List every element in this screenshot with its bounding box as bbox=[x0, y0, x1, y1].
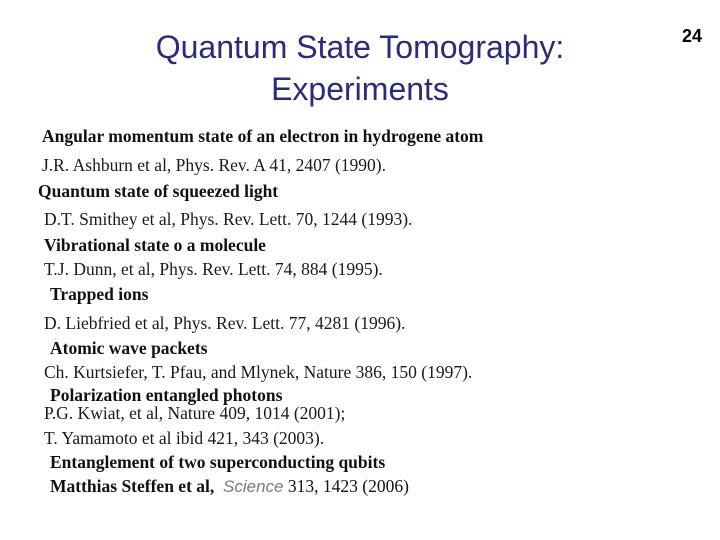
topic-superconducting-qubits: Entanglement of two superconducting qubits bbox=[50, 452, 386, 472]
topic-trapped-ions: Trapped ions bbox=[50, 284, 149, 304]
page-number: 24 bbox=[682, 26, 703, 46]
ref-steffen-journal: Science bbox=[223, 477, 284, 496]
ref-steffen bbox=[50, 476, 409, 497]
ref-kurtsiefer: Ch. Kurtsiefer, T. Pfau, and Mlynek, Nature 386, 150 (1997). bbox=[44, 362, 473, 382]
slide-title-line-2: Experiments bbox=[271, 71, 449, 107]
topic-polarization-photons: Polarization entangled photons bbox=[50, 385, 283, 405]
topic-vibrational-state: Vibrational state o a molecule bbox=[44, 235, 266, 255]
ref-steffen-authors: Matthias Steffen et al, bbox=[50, 476, 215, 496]
slide-title bbox=[60, 26, 660, 110]
ref-dunn: T.J. Dunn, et al, Phys. Rev. Lett. 74, 884 (1995). bbox=[44, 259, 383, 279]
ref-liebfried: D. Liebfried et al, Phys. Rev. Lett. 77, 4281 (1996). bbox=[44, 313, 406, 333]
ref-kwiat: P.G. Kwiat, et al, Nature 409, 1014 (2001); bbox=[44, 403, 346, 423]
ref-steffen-citation: 313, 1423 (2006) bbox=[283, 476, 409, 496]
topic-hydrogen-electron: Angular momentum state of an electron in hydrogene atom bbox=[42, 126, 484, 146]
slide-title-line-1: Quantum State Tomography: bbox=[155, 29, 565, 65]
ref-ashburn: J.R. Ashburn et al, Phys. Rev. A 41, 2407 (1990). bbox=[42, 155, 387, 175]
ref-smithey: D.T. Smithey et al, Phys. Rev. Lett. 70, 1244 (1993). bbox=[44, 209, 413, 229]
ref-yamamoto: T. Yamamoto et al ibid 421, 343 (2003). bbox=[44, 428, 325, 448]
topic-atomic-wave-packets: Atomic wave packets bbox=[50, 338, 208, 358]
topic-squeezed-light: Quantum state of squeezed light bbox=[38, 181, 279, 201]
